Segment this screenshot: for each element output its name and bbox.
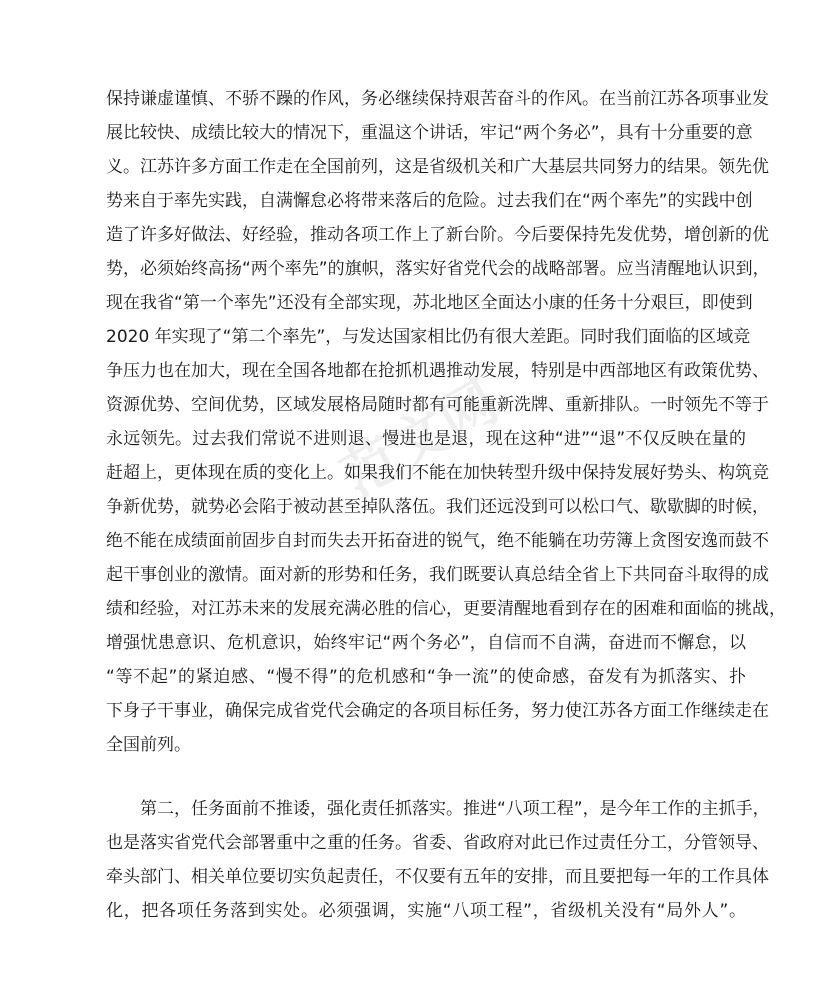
- text-line: 绩和经验，对江苏未来的发展充满必胜的信心，更要清醒地看到存在的困难和面临的挑战，: [106, 599, 786, 619]
- text-line: 争新优势，就势必会陷于被动甚至掉队落伍。我们还远没到可以松口气、歇歇脚的时候，: [106, 497, 769, 517]
- text-line: 造了许多好做法、好经验，推动各项工作上了新台阶。今后要保持先发优势，增创新的优: [106, 225, 769, 245]
- text-line: 展比较快、成绩比较大的情况下，重温这个讲话，牢记“两个务必”，具有十分重要的意: [106, 123, 753, 143]
- text-line: 势，必须始终高扬“两个率先”的旗帜，落实好省党代会的战略部署。应当清醒地认识到，: [106, 259, 770, 279]
- text-line: 下身子干事业，确保完成省党代会确定的各项目标任务，努力使江苏各方面工作继续走在: [106, 701, 769, 721]
- text-line: 牵头部门、相关单位要切实负起责任，不仅要有五年的安排，而且要把每一年的工作具体: [106, 867, 769, 887]
- text-line: 2020 年实现了“第二个率先”，与发达国家相比仍有很大差距。同时我们面临的区域竞: [106, 327, 751, 347]
- text-line: 赶超上，更体现在质的变化上。如果我们不能在加快转型升级中保持发展好势头、构筑竞: [106, 463, 769, 483]
- text-line: 现在我省“第一个率先”还没有全部实现，苏北地区全面达小康的任务十分艰巨，即使到: [106, 293, 753, 313]
- text-line: 保持谦虚谨慎、不骄不躁的作风，务必继续保持艰苦奋斗的作风。在当前江苏各项事业发: [106, 89, 769, 109]
- text-line: 资源优势、空间优势，区域发展格局随时都有可能重新洗牌、重新排队。一时领先不等于: [106, 395, 769, 415]
- text-line: 势来自于率先实践，自满懈怠必将带来落后的危险。过去我们在“两个率先”的实践中创: [106, 191, 753, 211]
- text-line: “等不起”的紧迫感、“慢不得”的危机感和“争一流”的使命感，奋发有为抓落实、扑: [106, 667, 746, 687]
- paragraph-first-line: 第二，任务面前不推诿，强化责任抓落实。推进“八项工程”，是今年工作的主抓手，: [140, 799, 770, 819]
- text-line: 全国前列。: [106, 735, 191, 755]
- watermark: 范文网: [330, 369, 509, 510]
- text-line: 也是落实省党代会部署重中之重的任务。省委、省政府对此已作过责任分工，分管领导、: [106, 833, 769, 853]
- text-line: 绝不能在成绩面前固步自封而失去开拓奋进的锐气，绝不能躺在功劳簿上贪图安逸而鼓不: [106, 531, 769, 551]
- text-line: 永远领先。过去我们常说不进则退、慢进也是退，现在这种“进”“退”不仅反映在量的: [106, 429, 746, 449]
- text-line: 起干事创业的激情。面对新的形势和任务，我们既要认真总结全省上下共同奋斗取得的成: [106, 565, 769, 585]
- text-line: 增强忧患意识、危机意识，始终牢记“两个务必”，自信而不自满，奋进而不懈怠，以: [106, 633, 746, 653]
- text-line: 化，把各项任务落到实处。必须强调，实施“八项工程”，省级机关没有“局外人”。: [106, 901, 746, 921]
- text-line: 义。江苏许多方面工作走在全国前列，这是省级机关和广大基层共同努力的结果。领先优: [106, 157, 769, 177]
- text-line: 争压力也在加大，现在全国各地都在抢抓机遇推动发展，特别是中西部地区有政策优势、: [106, 361, 769, 381]
